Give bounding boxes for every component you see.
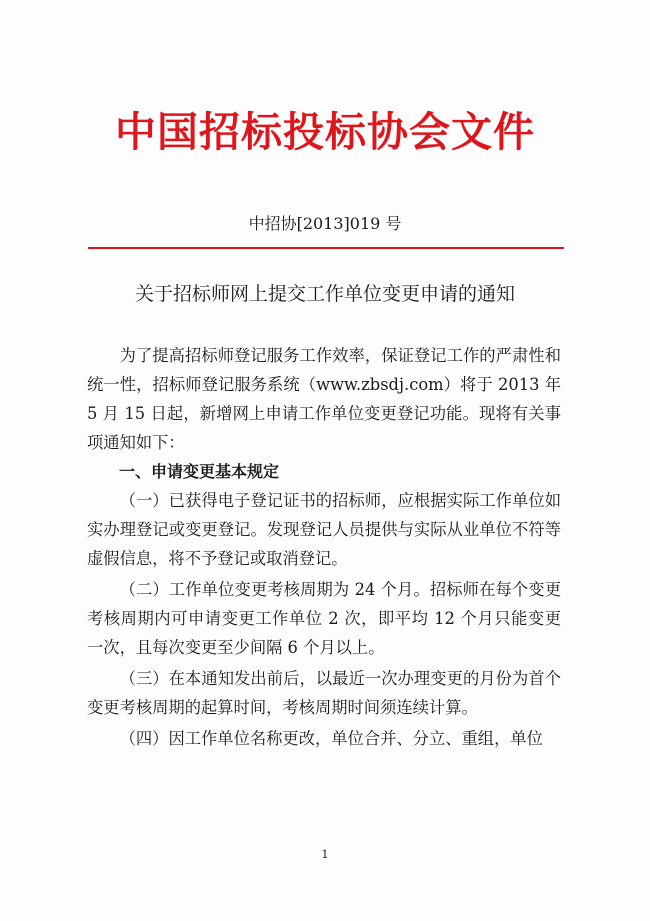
notice-body [87,341,561,753]
clause-3-paragraph: （三）在本通知发出前后，以最近一次办理变更的月份为首个变更考核周期的起算时间，考核周期时间须连续计算。 [87,669,561,717]
section-heading: 一、申请变更基本规定 [119,462,280,481]
masthead-title: 中国招标投标协会文件 [115,108,535,156]
red-divider-rule [88,247,564,249]
clause-2-paragraph: （二）工作单位变更考核周期为 24 个月。招标师在每个变更考核周期内可申请变更工作单位 2 次，即平均 12 个月只能变更一次，且每次变更至少间隔 6 个月以上。 [87,580,561,657]
clause-1-paragraph: （一）已获得电子登记证书的招标师，应根据实际工作单位如实办理登记或变更登记。发现登记人员提供与实际从业单位不符等虚假信息，将不予登记或取消登记。 [87,491,561,568]
clause-4-paragraph: （四）因工作单位名称更改，单位合并、分立、重组，单位 [119,729,543,748]
page-number: 1 [321,848,329,861]
notice-title: 关于招标师网上提交工作单位变更申请的通知 [134,283,515,305]
document-number: 中招协[2013]019 号 [248,214,402,233]
intro-paragraph: 为了提高招标师登记服务工作效率，保证登记工作的严肃性和统一性，招标师登记服务系统（www.zbsdj.com）将于 2013 年 5 月 15 日起，新增网上申请工作单位变更登记功能。现将有关事项通知如下： [87,346,561,452]
